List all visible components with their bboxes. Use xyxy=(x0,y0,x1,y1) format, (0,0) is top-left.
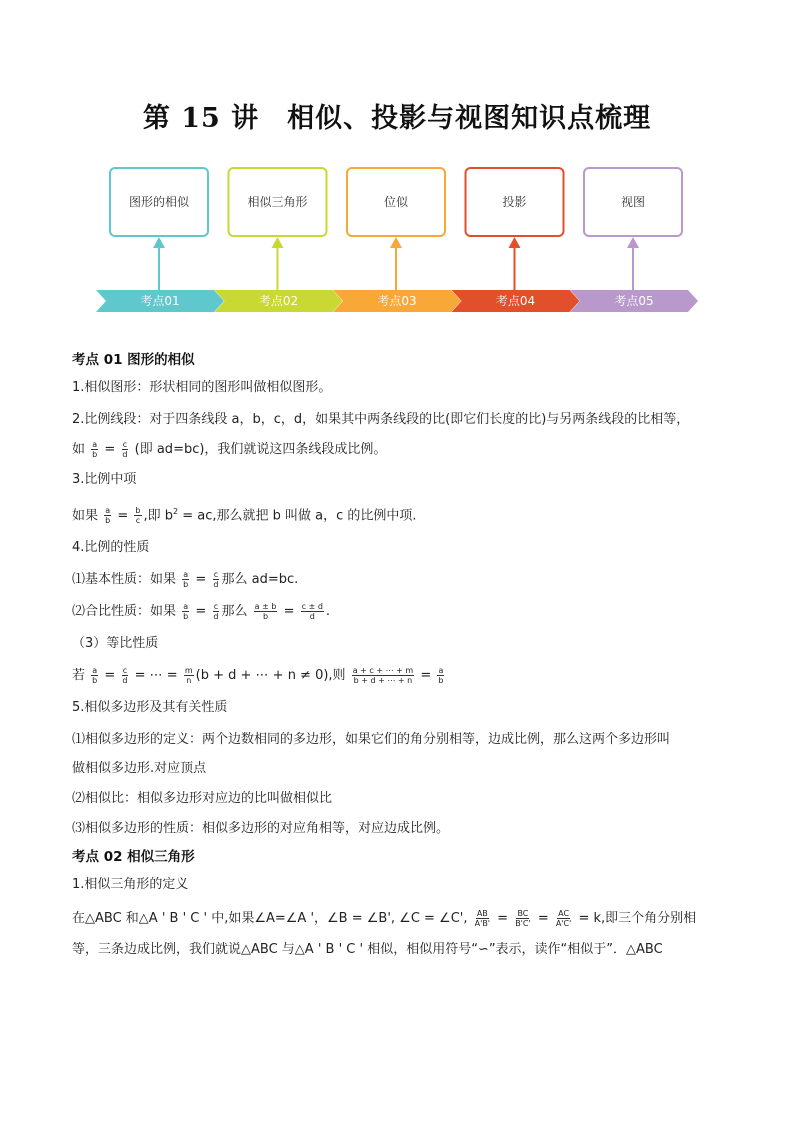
fraction: $\frac{a}{b}$ xyxy=(92,666,98,686)
topic-box-label: 图形的相似 xyxy=(128,195,190,209)
chevron-label: 考点04 xyxy=(495,294,536,308)
fraction: $\frac{c \pm d}{d}$ xyxy=(301,602,323,622)
paragraph: ⑵合比性质：如果 $\frac{a}{b}$ = $\frac{c}{d}$ 那么 $\frac{a \pm b}{b}$ = $\frac{c \pm d}{d}$ . xyxy=(72,602,331,622)
section-heading-1: 考点 01 图形的相似 xyxy=(72,352,195,368)
paragraph: ⑵相似比：相似多边形对应边的比叫做相似比 xyxy=(72,791,333,807)
paragraph: ⑴基本性质：如果 $\frac{a}{b}$ = $\frac{c}{d}$ 那么 ad=bc. xyxy=(72,570,299,590)
topic-diagram xyxy=(0,160,794,325)
paragraph: 等，三条边成比例，我们就说△ABC 与△A ' B ' C ' 相似，相似用符号“∽”表示，读作“相似于”．△ABC xyxy=(72,942,663,958)
arrow-head-icon xyxy=(627,237,639,248)
paragraph: 5.相似多边形及其有关性质 xyxy=(72,700,228,716)
fraction: $\frac{a}{b}$ xyxy=(92,440,98,459)
chevron-label: 考点02 xyxy=(258,294,299,308)
fraction: $\frac{AB}{A'B'}$ xyxy=(474,909,490,929)
topic-box-label: 位似 xyxy=(383,195,409,209)
arrow-head-icon xyxy=(272,237,284,248)
document-body xyxy=(72,349,724,961)
page-title: 第 15 讲 相似、投影与视图知识点梳理 xyxy=(142,103,652,134)
arrow-head-icon xyxy=(153,237,165,248)
fraction: $\frac{a \pm b}{b}$ xyxy=(254,602,277,622)
paragraph: 2.比例线段：对于四条线段 a，b，c，d，如果其中两条线段的比(即它们长度的比)与另两条线段的比相等， xyxy=(72,412,690,427)
section-heading-2: 考点 02 相似三角形 xyxy=(72,849,195,866)
paragraph: （3）等比性质 xyxy=(72,636,159,652)
paragraph: 做相似多边形.对应顶点 xyxy=(72,761,207,777)
topic-box-label: 投影 xyxy=(502,195,527,209)
paragraph: 如 $\frac{a}{b}$ = $\frac{c}{d}$ (即 ad=bc)，我们就说这四条线段成比例。 xyxy=(72,440,387,459)
arrow-head-icon xyxy=(509,237,521,248)
fraction: $\frac{a}{b}$ xyxy=(183,602,189,622)
topic-box-label: 相似三角形 xyxy=(247,195,308,209)
fraction: $\frac{a}{b}$ xyxy=(183,570,189,590)
fraction: $\frac{a}{b}$ xyxy=(438,666,444,686)
fraction: $\frac{m}{n}$ xyxy=(184,666,193,686)
paragraph: 若 $\frac{a}{b}$ = $\frac{c}{d}$ = ⋯ = $\frac{m}{n}$ (b + d + ⋯ + n ≠ 0),则 $\frac{a + c + \cdots + m}{b + d + \cdots + n}$ = $\frac{a}{b}$ xyxy=(72,666,444,686)
chevron-label: 考点05 xyxy=(614,294,654,308)
fraction: $\frac{a}{b}$ xyxy=(105,506,111,526)
paragraph: ⑴相似多边形的定义：两个边数相同的多边形，如果它们的角分别相等，边成比例，那么这两个多边形叫 xyxy=(72,732,671,748)
paragraph: 1.相似图形：形状相同的图形叫做相似图形。 xyxy=(72,380,332,395)
fraction: $\frac{b}{c}$ xyxy=(135,506,141,526)
chevron-label: 考点03 xyxy=(377,294,417,308)
paragraph: 1.相似三角形的定义 xyxy=(72,877,189,893)
fraction: $\frac{c}{d}$ xyxy=(213,570,219,590)
fraction: $\frac{AC}{A'C'}$ xyxy=(555,909,572,929)
fraction: $\frac{c}{d}$ xyxy=(122,440,128,459)
paragraph: 在△ABC 和△A ' B ' C ' 中,如果∠A=∠A '，∠B = ∠B', ∠C = ∠C', $\frac{AB}{A'B'}$ = $\frac{BC}{B'C'}$ = $\frac{AC}{A'C'}$ = k,即三个角分别相 xyxy=(72,909,697,929)
fraction: $\frac{BC}{B'C'}$ xyxy=(515,909,531,929)
fraction: $\frac{a + c + \cdots + m}{b + d + \cdots + n}$ xyxy=(352,666,414,686)
paragraph: 如果 $\frac{a}{b}$ = $\frac{b}{c}$ ,即 $b^2$ = ac,那么就把 b 叫做 a，c 的比例中项. xyxy=(72,506,417,526)
paragraph: ⑶相似多边形的性质：相似多边形的对应角相等，对应边成比例。 xyxy=(72,821,450,837)
paragraph: 4.比例的性质 xyxy=(72,540,150,556)
topic-box-label: 视图 xyxy=(620,195,646,209)
paragraph: 3.比例中项 xyxy=(72,472,137,487)
arrow-head-icon xyxy=(390,237,402,248)
fraction: $\frac{c}{d}$ xyxy=(122,666,128,686)
fraction: $\frac{c}{d}$ xyxy=(213,602,219,622)
chevron-label: 考点01 xyxy=(140,294,180,308)
